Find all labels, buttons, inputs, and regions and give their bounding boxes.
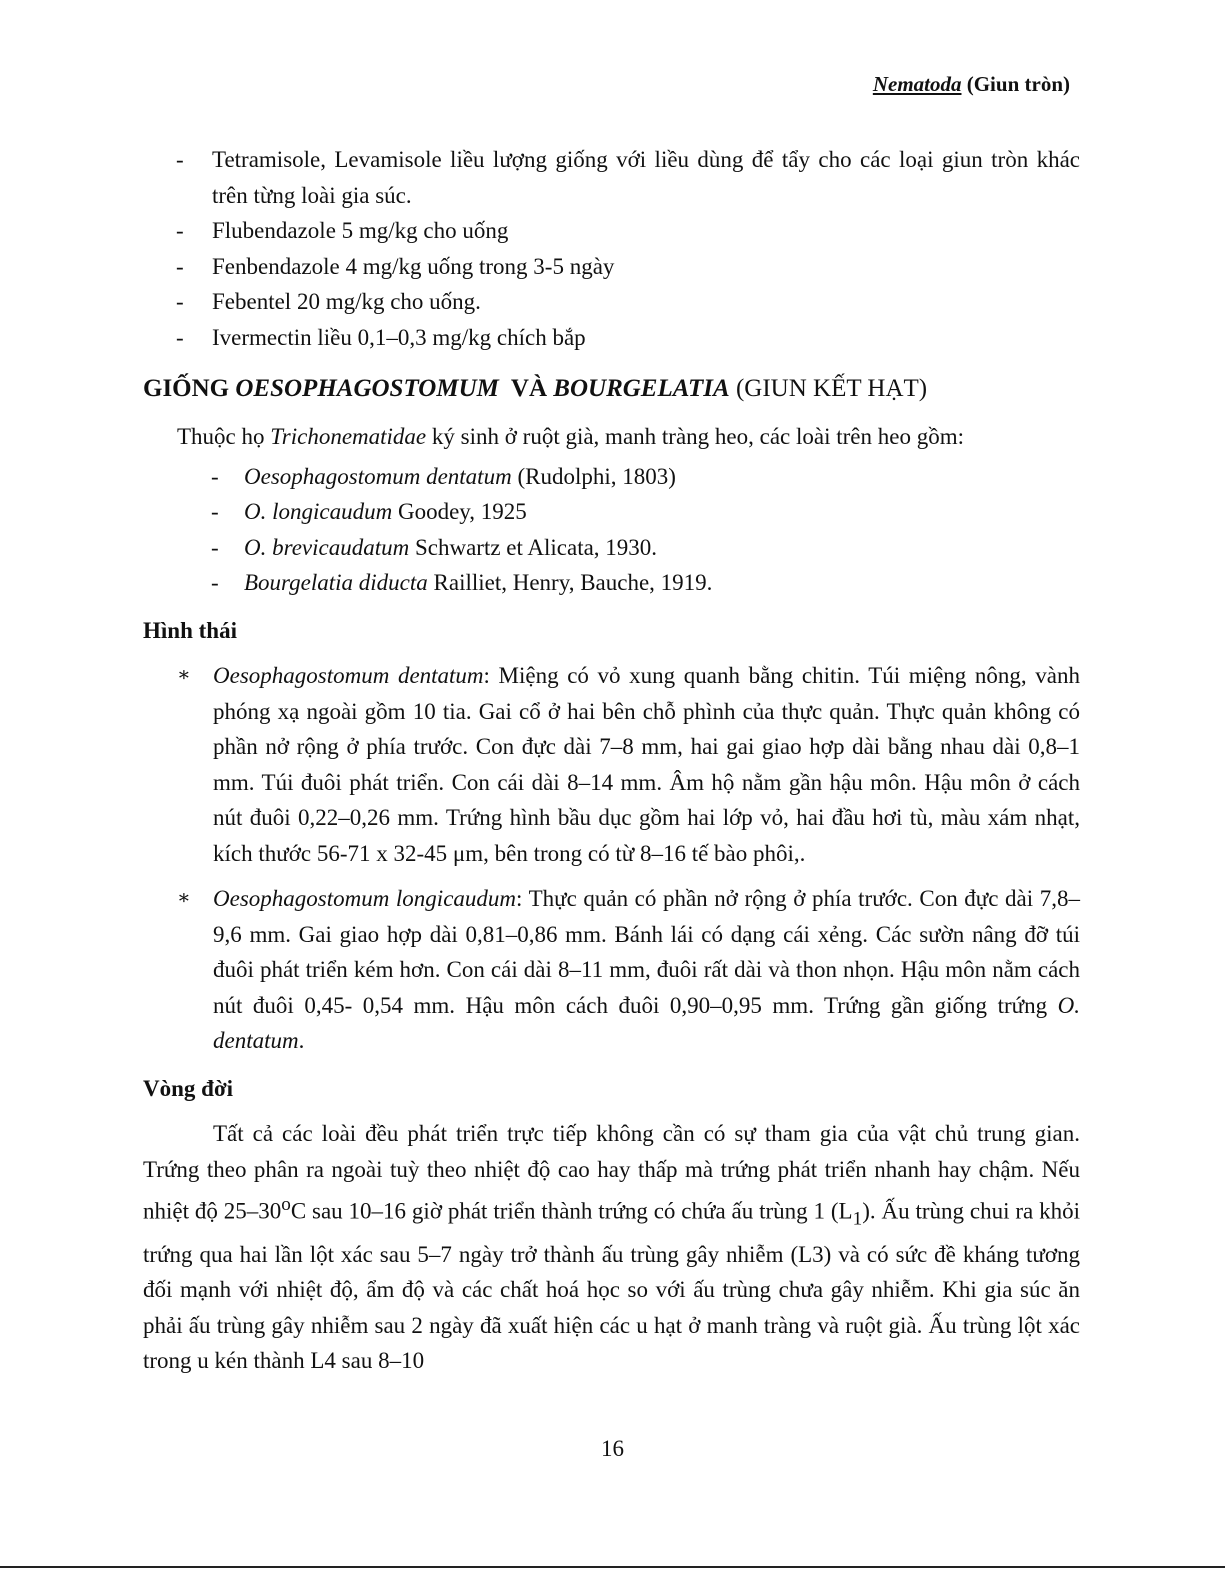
dash-bullet: -	[176, 289, 184, 314]
page-number: 16	[601, 1436, 624, 1461]
morphology-text: : Miệng có vỏ xung quanh bằng chitin. Túi miệng nông, vành phóng xạ ngoài gồm 10 tia. Gai cổ ở hai bên chỗ phình của thực quản. Thực quản không có phần nở rộng ở phía trước. Con đực dài 7–8 mm, hai gai giao hợp dài bằng nhau dài 0,8–1 mm. Túi đuôi phát triển. Con cái dài 8–14 mm. Âm hộ nằm gần hậu môn. Hậu môn ở cách nút đuôi 0,22–0,26 mm. Trứng hình bầu dục gồm hai lớp vỏ, hai đầu hơi tù, màu xám nhạt, kích thước 56-71 x 32-45 μm, bên trong có từ 8–16 tế bào phôi,.	[213, 663, 1080, 866]
section-heading-genus-1: OESOPHAGOSTOMUM	[235, 375, 499, 402]
species-item	[143, 565, 1080, 601]
bottom-rule	[0, 1566, 1225, 1568]
dash-bullet: -	[211, 499, 219, 524]
list-item	[143, 249, 1080, 285]
list-item	[143, 213, 1080, 249]
dash-bullet: -	[211, 534, 219, 560]
larva-subscript: 1	[852, 1208, 863, 1230]
page-content	[143, 142, 1080, 1379]
header-title-rest: (Giun tròn)	[961, 72, 1070, 96]
dash-bullet: -	[176, 147, 184, 172]
list-item-text: Ivermectin liều 0,1–0,3 mg/kg chích bắp	[212, 324, 586, 350]
morphology-heading: Hình thái	[143, 617, 237, 643]
dash-bullet: -	[176, 218, 184, 243]
species-name: Oesophagostomum longicaudum	[213, 886, 517, 911]
dash-bullet: -	[211, 570, 219, 595]
degree-superscript: o	[281, 1194, 291, 1215]
list-item	[143, 142, 1080, 213]
intro-text: ký sinh ở ruột già, manh tràng heo, các loài trên heo gồm:	[426, 424, 964, 449]
running-header	[873, 72, 1070, 97]
morphology-text: : Thực quản có phần nở rộng ở phía trước. Con đực dài 7,8–9,6 mm. Gai giao hợp dài 0,81–0,86 mm. Bánh lái có dạng cái xẻng. Các sườn nâng đỡ túi đuôi phát triển kém hơn. Con cái dài 8–11 mm, đuôi rất dài và thon nhọn. Hậu môn nằm cách nút đuôi 0,45- 0,54 mm. Hậu môn cách đuôi 0,90–0,95 mm. Trứng gần giống trứng	[213, 886, 1080, 1018]
section-heading-common-name: (GIUN KẾT HẠT)	[729, 375, 928, 402]
species-name: Oesophagostomum dentatum	[244, 463, 512, 489]
section-heading	[143, 371, 1080, 407]
species-author: Railliet, Henry, Bauche, 1919.	[427, 570, 713, 595]
paragraph-text: ). Ấu trùng chui ra khỏi trứng qua hai lần lột xác sau 5–7 ngày trở thành ấu trùng gây nhiễm (L3) và có sức đề kháng tương đối mạnh với nhiệt độ, ẩm độ và các chất hoá học so với ấu trùng chưa gây nhiễm. Khi gia súc ăn phải ấu trùng gây nhiễm sau 2 ngày đã xuất hiện các u hạt ở manh tràng và ruột già. Ấu trùng lột xác trong u kén thành L4 sau 8–10	[143, 1198, 1080, 1374]
morphology-list	[143, 658, 1080, 1059]
paragraph-text: Tất cả các loài đều phát triển trực tiếp không cần có sự tham gia của vật chủ trung gian. Trứng theo phân ra ngoài tuỳ theo nhiệt độ cao hay thấp mà trứng phát triển nhanh hay chậm. Nếu nhiệt độ 25–30	[143, 1121, 1080, 1224]
species-name: O. longicaudum	[244, 499, 393, 524]
species-list	[143, 459, 1080, 601]
species-name-inline: O. dentatum	[213, 992, 1080, 1053]
intro-text: Thuộc họ	[177, 424, 271, 449]
intro-paragraph	[143, 419, 1080, 455]
dash-bullet: -	[176, 324, 184, 350]
asterisk-bullet: ∗	[177, 887, 191, 909]
dash-bullet: -	[211, 463, 219, 489]
section-heading-genus-2: BOURGELATIA	[553, 375, 730, 402]
morphology-item	[143, 881, 1080, 1059]
species-author: Goodey, 1925	[392, 499, 527, 524]
lifecycle-heading: Vòng đời	[143, 1075, 234, 1101]
species-name: O. brevicaudatum	[244, 534, 410, 560]
list-item-text: Flubendazole 5 mg/kg cho uống	[212, 218, 509, 243]
lifecycle-paragraph	[143, 1116, 1080, 1379]
species-author: Schwartz et Alicata, 1930.	[409, 534, 658, 560]
morphology-item	[143, 658, 1080, 871]
dash-bullet: -	[176, 253, 184, 279]
paragraph-text: C sau 10–16 giờ phát triển thành trứng có chứa ấu trùng 1 (L	[290, 1198, 853, 1224]
section-heading-part: VÀ	[498, 375, 554, 402]
list-item	[143, 320, 1080, 356]
section-heading-part: GIỐNG	[143, 375, 236, 402]
species-author: (Rudolphi, 1803)	[511, 463, 676, 489]
species-item	[143, 530, 1080, 566]
treatment-list	[143, 142, 1080, 355]
species-item	[143, 459, 1080, 495]
species-name: Oesophagostomum dentatum	[213, 663, 484, 688]
morphology-text-end: .	[298, 1028, 305, 1053]
list-item-text: Tetramisole, Levamisole liều lượng giống với liều dùng để tẩy cho các loại giun tròn khác trên từng loài gia súc.	[212, 147, 1080, 208]
asterisk-bullet: ∗	[177, 664, 191, 686]
list-item-text: Fenbendazole 4 mg/kg uống trong 3-5 ngày	[212, 253, 615, 279]
header-title-italic: Nematoda	[872, 72, 962, 96]
family-name: Trichonematidae	[270, 424, 427, 449]
list-item-text: Febentel 20 mg/kg cho uống.	[212, 289, 481, 314]
species-name: Bourgelatia diducta	[244, 570, 428, 595]
species-item	[143, 494, 1080, 530]
list-item	[143, 284, 1080, 320]
